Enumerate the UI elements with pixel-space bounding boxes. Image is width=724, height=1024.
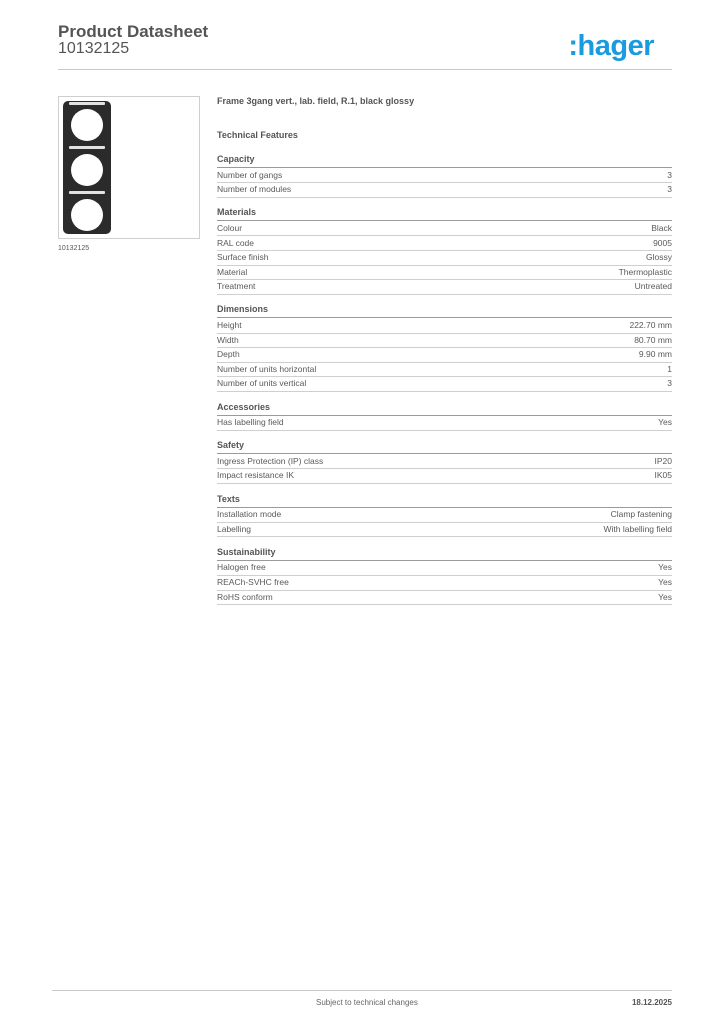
spec-row xyxy=(217,576,672,591)
spec-value: Yes xyxy=(658,562,672,573)
spec-value: IK05 xyxy=(654,470,672,481)
frame-image-icon xyxy=(59,97,199,238)
spec-label: RoHS conform xyxy=(217,591,273,602)
spec-row xyxy=(217,508,672,523)
spec-row xyxy=(217,169,672,184)
section-title: Safety xyxy=(217,440,672,454)
spec-row xyxy=(217,319,672,334)
spec-value: Yes xyxy=(658,591,672,602)
spec-label: Has labelling field xyxy=(217,417,284,428)
spec-label: Depth xyxy=(217,349,240,360)
spec-label: Number of units horizontal xyxy=(217,363,317,374)
spec-row xyxy=(217,237,672,252)
spec-row xyxy=(217,222,672,237)
spec-value: IP20 xyxy=(654,455,672,466)
spec-value: 222.70 mm xyxy=(629,320,672,330)
footer-date: 18.12.2025 xyxy=(631,998,672,1007)
spec-label: Labelling xyxy=(217,523,252,534)
spec-value: 9.90 mm xyxy=(638,349,672,360)
spec-row xyxy=(217,251,672,266)
spec-label: Treatment xyxy=(217,281,256,292)
spec-value: Untreated xyxy=(634,281,672,292)
spec-value: With labelling field xyxy=(603,523,672,534)
product-description: Frame 3gang vert., lab. field, R.1, black glossy xyxy=(217,96,415,106)
spec-row xyxy=(217,416,672,431)
spec-label: Number of modules xyxy=(217,184,292,195)
hager-logo: :hager xyxy=(568,30,654,62)
spec-row xyxy=(217,266,672,281)
image-caption: 10132125 xyxy=(58,245,90,252)
doc-title: Product Datasheet xyxy=(58,22,209,41)
spec-row xyxy=(217,469,672,484)
spec-label: Width xyxy=(217,334,239,345)
spec-label: Impact resistance IK xyxy=(217,470,295,481)
spec-value: Black xyxy=(651,222,672,233)
spec-value: Thermoplastic xyxy=(618,266,672,277)
section-title: Accessories xyxy=(217,402,672,416)
spec-label: Colour xyxy=(217,222,243,233)
spec-label: RAL code xyxy=(217,237,255,248)
footer-divider xyxy=(52,990,672,991)
spec-label: Material xyxy=(217,266,248,277)
spec-row xyxy=(217,561,672,576)
section-title: Texts xyxy=(217,494,672,508)
spec-label: Ingress Protection (IP) class xyxy=(217,455,324,466)
footer-note: Subject to technical changes xyxy=(316,998,418,1007)
spec-value: Glossy xyxy=(646,252,672,263)
section-title: Capacity xyxy=(217,154,672,168)
spec-value: 3 xyxy=(667,184,672,195)
spec-label: Number of gangs xyxy=(217,169,283,180)
spec-row xyxy=(217,183,672,198)
section-title: Materials xyxy=(217,207,672,221)
section-title: Dimensions xyxy=(217,304,672,318)
spec-label: REACh-SVHC free xyxy=(217,577,289,587)
spec-label: Installation mode xyxy=(217,509,282,520)
spec-value: Clamp fastening xyxy=(610,509,672,520)
spec-label: Height xyxy=(217,320,242,330)
spec-row xyxy=(217,455,672,470)
spec-row xyxy=(217,280,672,295)
spec-value: 3 xyxy=(667,378,672,389)
spec-value: Yes xyxy=(658,577,672,587)
spec-row xyxy=(217,377,672,392)
spec-value: 1 xyxy=(667,363,672,374)
spec-value: 9005 xyxy=(653,237,672,248)
spec-row xyxy=(217,591,672,606)
spec-row xyxy=(217,348,672,363)
spec-row xyxy=(217,523,672,538)
spec-row xyxy=(217,334,672,349)
technical-features-title: Technical Features xyxy=(217,130,298,140)
spec-label: Halogen free xyxy=(217,562,266,573)
section-title: Sustainability xyxy=(217,547,672,561)
spec-row xyxy=(217,363,672,378)
spec-value: 3 xyxy=(667,169,672,180)
spec-value: 80.70 mm xyxy=(634,334,672,345)
header-divider xyxy=(58,69,672,70)
spec-value: Yes xyxy=(658,417,672,428)
product-image xyxy=(58,96,200,239)
page-header xyxy=(58,20,672,70)
doc-number: 10132125 xyxy=(58,40,130,57)
spec-label: Number of units vertical xyxy=(217,378,307,389)
spec-label: Surface finish xyxy=(217,252,269,263)
